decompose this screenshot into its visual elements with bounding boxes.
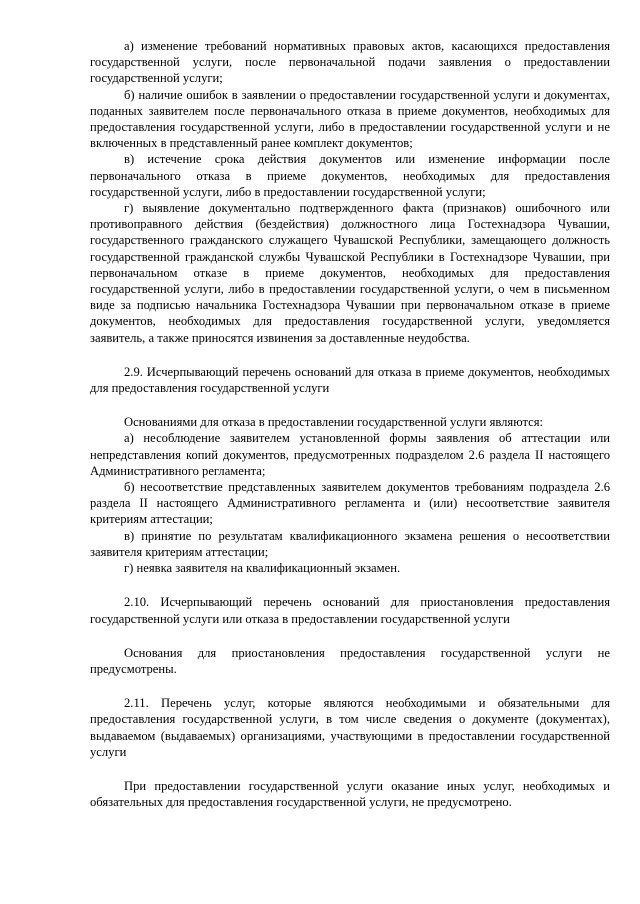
spacer [90,346,610,364]
section-2-11-heading: 2.11. Перечень услуг, которые являются необходимыми и обязательными для предоставления государственной услуги, в том числе сведения о документе (документах), выдаваемом (выдаваемых) организациями, участвующими в предоставлении государственной услуги [90,696,610,759]
section-2-9-heading: 2.9. Исчерпывающий перечень оснований для отказа в приеме документов, необходимых для предоставления государственной услуги [90,364,610,396]
paragraph-2-9-v: в) принятие по результатам квалификационного экзамена решения о несоответствии заявителя критериям аттестации; [90,528,610,559]
spacer [90,396,610,414]
paragraph-2-8-v: в) истечение срока действия документов или изменение информации после первоначального отказа в приеме документов, необходимых для предоставления государственной услуги, либо в предоставлении государственной услуги; [90,152,610,199]
paragraph-2-8-b: б) наличие ошибок в заявлении о предоставлении государственной услуги и документах, поданных заявителем после первоначального отказа в приеме документов, необходимых для предоставления государственной услуги, либо в предоставлении государственной услуги и не включенных в представленный ранее комплект документов; [90,87,610,151]
section-2-10-heading: 2.10. Исчерпывающий перечень оснований для приостановления предоставления государственной услуги или отказа в предоставлении государственной услуги [90,595,610,626]
paragraph-2-9-b: б) несоответствие представленных заявителем документов требованиям подраздела 2.6 раздела II настоящего Административного регламента и (или) несоответствие заявителя критериям аттестации; [90,480,610,527]
spacer [90,627,610,645]
spacer [90,576,610,594]
section-2-11-text: При предоставлении государственной услуги оказание иных услуг, необходимых и обязательных для предоставления государственной услуги, не предусмотрено. [90,778,610,810]
section-2-9-intro: Основаниями для отказа в предоставлении государственной услуги являются: [124,415,544,430]
spacer [90,677,610,695]
paragraph-2-9-a: а) несоблюдение заявителем установленной формы заявления об аттестации или непредставления копий документов, предусмотренных подразделом 2.6 раздела II настоящего Административного регламента; [90,431,610,478]
section-2-10-text: Основания для приостановления предоставления государственной услуги не предусмотрены. [90,645,610,676]
spacer [90,760,610,778]
paragraph-2-8-g: г) выявление документально подтвержденного факта (признаков) ошибочного или противоправного действия (бездействия) должностного лица Гостехнадзора Чувашии, государственного гражданского служащего Чувашской Республики, замещающего должность государственной гражданской службы Чувашской Республики в Гостехнадзоре Чувашии, при первоначальном отказе в приеме документов, необходимых для предоставления государственной услуги, либо в предоставлении государственной услуги, о чем в письменном виде за подписью начальника Гостехнадзора Чувашии при первоначальном отказе в приеме документов, необходимых для предоставления государственной услуги, уведомляется заявитель, а также приносятся извинения за доставленные неудобства. [90,201,610,345]
paragraph-2-8-a: а) изменение требований нормативных правовых актов, касающихся предоставления государственной услуги, после первоначальной подачи заявления о предоставлении государственной услуги; [90,39,610,86]
paragraph-2-9-g: г) неявка заявителя на квалификационный экзамен. [124,561,401,576]
